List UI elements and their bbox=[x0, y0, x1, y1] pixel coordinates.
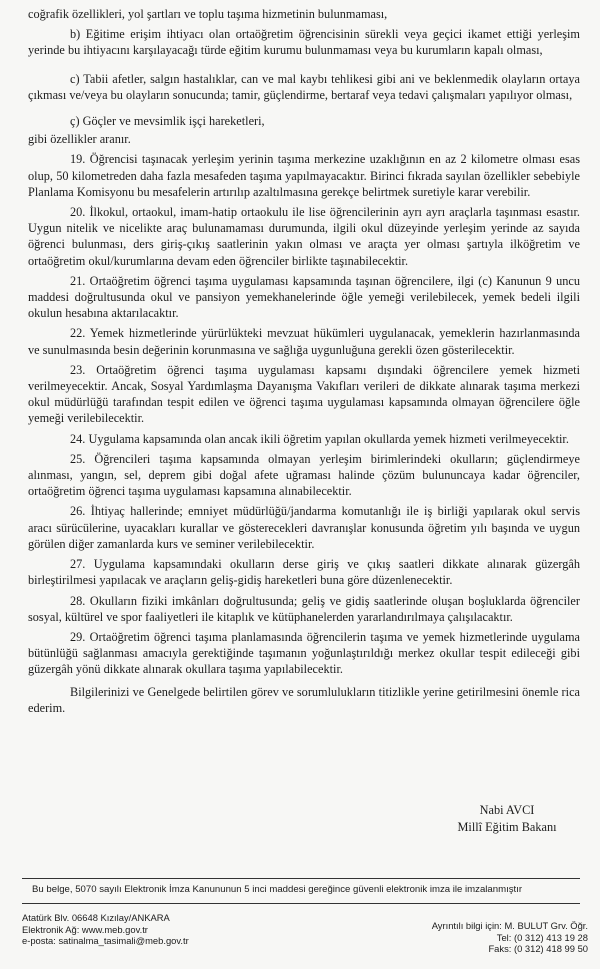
paragraph-29: 29. Ortaöğretim öğrenci taşıma planlamasında öğrencilerin taşıma ve yemek hizmetlerinde uygulama bütünlüğü sağlanması amacıyla gerektiğinde taşımanın yoğunlaştırıldığı merkez okullar tespit edileceği gibi güzergâh yönü dikkate alınarak okullara taşıma yapılabilecektir. bbox=[28, 629, 580, 677]
signature-block bbox=[432, 802, 582, 836]
paragraph-24: 24. Uygulama kapsamında olan ancak ikili öğretim yapılan okullarda yemek hizmeti verilmeyecektir. bbox=[70, 431, 569, 446]
phone-line: Tel: (0 312) 413 19 28 bbox=[496, 931, 588, 943]
paragraph-19: 19. Öğrencisi taşınacak yerleşim yerinin taşıma merkezine uzaklığının en az 2 kilometre olması esas olup, 50 kilometreden daha fazla mesafeden taşıma yapılmayacaktır. Birinci fıkrada sayılan özellikler sebebiyle Planlama Komisyonu bu mesafelerin artırılıp azaltılmasına gerekçe belirtmek suretiyle karar verebilir. bbox=[28, 152, 580, 199]
signatory-title: Millî Eğitim Bakanı bbox=[457, 820, 557, 834]
paragraph-item-c: c) Tabii afetler, salgın hastalıklar, can ve mal kaybı tehlikesi gibi ani ve beklenmedik olayların ortaya çıkması ve/veya bu olayların sonucunda; tamir, güçlendirme, bertaraf veya tedavi çalışmaları yapılıyor olması, bbox=[28, 71, 580, 102]
paragraph-22: 22. Yemek hizmetlerinde yürürlükteki mevzuat hükümleri uygulanacak, yemeklerin hazırlanmasında ve sunulmasında besin değerinin korunmasına ve sağlığa uygunluğuna gerekli özen gösterilecektir. bbox=[28, 326, 580, 357]
paragraph-23: 23. Ortaöğretim öğrenci taşıma uygulaması kapsamı dışındaki öğrencilere yemek hizmeti verilmeyecektir. Ancak, Sosyal Yardımlaşma Dayanışma Vakıfları verileri de dikkate alınarak taşıma merkezi okul müdürlüğü tarafından tespit edilen ve öğrenci taşıma uygulaması kapsamında olmayan öğrencilere öğle yemeği verilebilecektir. bbox=[28, 362, 580, 426]
esign-note: Bu belge, 5070 sayılı Elektronik İmza Kanununun 5 inci maddesi gereğince güvenli elektronik imza ile imzalanmıştır bbox=[32, 884, 523, 895]
footer-divider-top bbox=[22, 878, 580, 879]
address-line: Atatürk Blv. 06648 Kızılay/ANKARA bbox=[22, 912, 170, 923]
paragraph-continuation: coğrafik özellikleri, yol şartları ve toplu taşıma hizmetinin bulunmaması, bbox=[28, 7, 388, 21]
paragraph-closing: Bilgilerinizi ve Genelgede belirtilen görev ve sorumlulukların titizlikle yerine getirilmesini önemle rica ederim. bbox=[28, 684, 580, 715]
footer-divider-bottom bbox=[22, 903, 580, 904]
paragraph-item-b: b) Eğitime erişim ihtiyacı olan ortaöğretim öğrencisinin sürekli veya geçici ikamet ettiği yerleşim yerinde bu ihtiyacını karşılayacağı türde eğitim kurumu bulunmaması veya bu kurumların kapalı olması, bbox=[28, 27, 580, 58]
address-block bbox=[22, 912, 292, 947]
paragraph-20: 20. İlkokul, ortaokul, imam-hatip ortaokulu ile lise öğrencilerinin ayrı ayrı araçlarla taşınması esastır. Uygun nitelik ve nicelikte araç bulunamaması durumunda, ilgili okul düzeyinde yerleşim yerinde az sayıda öğrenci bulunması, ders giriş-çıkış saatlerinin yakın olması ve araçta yer olması şartıyla ilköğretim ve ortaöğretim okul/kurumlarına devam eden öğrenciler birlikte taşınabilecektir. bbox=[28, 205, 580, 268]
paragraph-conclusion: gibi özellikler aranır. bbox=[28, 132, 131, 147]
website-line: Elektronik Ağ: www.meb.gov.tr bbox=[22, 923, 148, 935]
paragraph-25: 25. Öğrencileri taşıma kapsamında olmayan yerleşim birimlerindeki okulların; güçlendirmeye alınması, yangın, sel, deprem gibi doğal afete uğraması halinde çözüm bulununcaya kadar öğrenciler, ortaöğretim öğrenci taşıma uygulaması kapsamına alınabilecektir. bbox=[28, 451, 580, 499]
paragraph-28: 28. Okulların fiziki imkânları doğrultusunda; geliş ve gidiş saatlerinde oluşan boşluklarda öğrenciler sosyal, kültürel ve spor faaliyetleri ile kitaplık ve kütüphanelerden yararlandırılmaya çalışılacaktır. bbox=[28, 593, 580, 624]
email-line: e-posta: satinalma_tasimali@meb.gov.tr bbox=[22, 935, 189, 946]
fax-line: Faks: (0 312) 418 99 50 bbox=[488, 943, 588, 954]
paragraph-26: 26. İhtiyaç hallerinde; emniyet müdürlüğü/jandarma komutanlığı ile iş birliği yapılarak okul servis aracı sürücülerine, uyacakları kurallar ve gösterecekleri davranışlar konusunda öğretim yılı başında ve uygun görülen diğer zamanlarda kurs ve seminer verilebilecektir. bbox=[28, 504, 580, 551]
contact-block bbox=[388, 920, 588, 955]
paragraph-27: 27. Uygulama kapsamındaki okulların derse giriş ve çıkış saatleri dikkate alınarak güzergâh birleştirilmesi yapılacak ve araçların geliş-gidiş hareketleri buna göre düzenlenecektir. bbox=[28, 557, 580, 588]
contact-person: Ayrıntılı bilgi için: M. BULUT Grv. Öğr. bbox=[431, 920, 588, 931]
paragraph-item-cc: ç) Göçler ve mevsimlik işçi hareketleri, bbox=[70, 114, 265, 129]
signatory-name: Nabi AVCI bbox=[479, 803, 535, 817]
document-body bbox=[28, 4, 580, 720]
paragraph-21: 21. Ortaöğretim öğrenci taşıma uygulaması kapsamında taşınan öğrencilere, ilgi (c) Kanunun 9 uncu maddesi doğrultusunda okul ve pansiyon yemekhanelerinde öğle yemeği verilebilecek, yemek bedeli ilgili okulun hesabına aktarılacaktır. bbox=[28, 273, 580, 321]
